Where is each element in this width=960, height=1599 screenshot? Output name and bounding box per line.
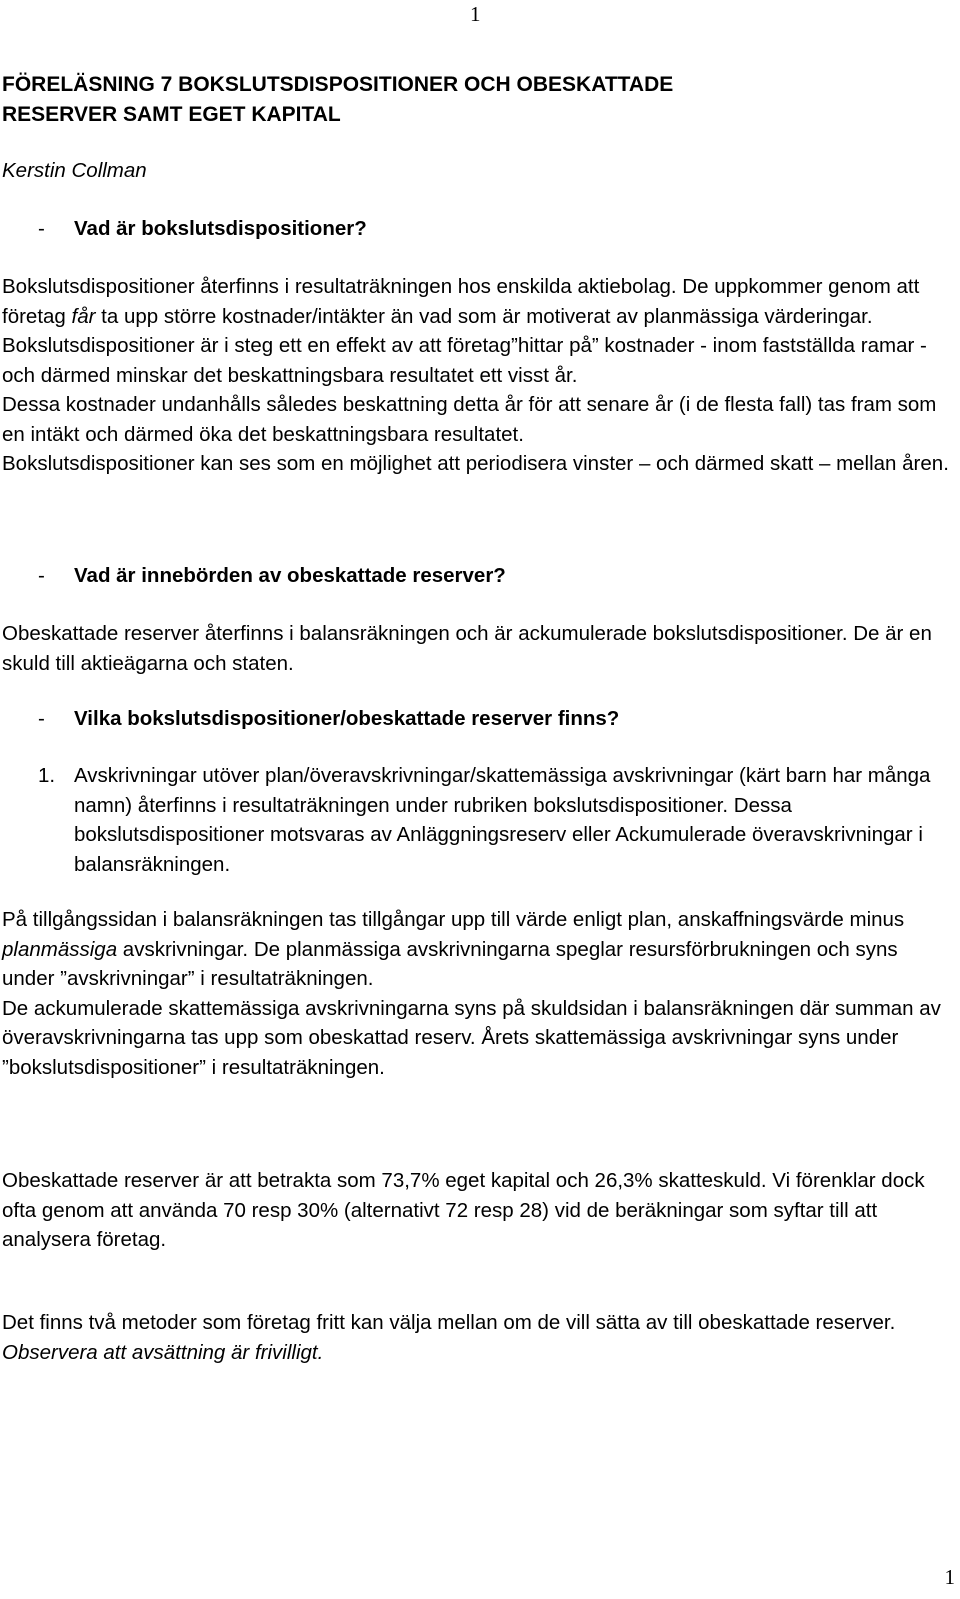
- page-number-bottom: 1: [944, 1565, 955, 1589]
- text-span: På tillgångssidan i balansräkningen tas tillgångar upp till värde enligt plan, anskaffningsvärde minus: [2, 908, 905, 931]
- paragraph-text: Bokslutsdispositioner kan ses som en möjlighet att periodisera vinster – och därmed skatt – mellan åren.: [2, 452, 949, 475]
- list-item-number: 1.: [38, 764, 56, 787]
- document-title: [2, 70, 952, 130]
- list-item: [2, 761, 952, 879]
- text-span: Bokslutsdispositioner återfinns i resultaträkningen hos enskilda aktiebolag. De uppkommer genom att företag: [2, 275, 920, 328]
- question-text: Vilka bokslutsdispositioner/obeskattade reserver finns?: [74, 707, 620, 730]
- paragraph-4: Obeskattade reserver är att betrakta som 73,7% eget kapital och 26,3% skatteskuld. Vi förenklar dock ofta genom att använda 70 resp 30% (alternativt 72 resp 28) vid de beräkningar som syftar till att analysera företag.: [2, 1169, 925, 1251]
- text-span: ta upp större kostnader/intäkter än vad som är motiverat av planmässiga värderingar.: [95, 304, 873, 328]
- paragraph-text: [2, 905, 952, 994]
- numbered-list: [2, 761, 952, 879]
- dash-marker: -: [38, 707, 45, 730]
- question-text: Vad är bokslutsdispositioner?: [74, 217, 367, 240]
- emphasis-text: planmässiga: [2, 937, 118, 961]
- emphasis-text: Observera att avsättning är frivilligt.: [2, 1340, 324, 1364]
- list-item-text: Avskrivningar utöver plan/överavskrivningar/skattemässiga avskrivningar (kärt barn har många namn) återfinns i resultaträkningen under rubriken bokslutsdispositioner. Dessa bokslutsdispositioner motsvaras av Anläggningsreserv eller Ackumulerade överavskrivningar i balansräkningen.: [74, 764, 931, 876]
- title-line-2: RESERVER SAMT EGET KAPITAL: [2, 103, 341, 126]
- paragraph-1: [2, 272, 952, 479]
- question-heading-3: [2, 704, 952, 734]
- paragraph-2: Obeskattade reserver återfinns i balansräkningen och är ackumulerade bokslutsdispositioner. De är en skuld till aktieägarna och staten.: [2, 622, 932, 675]
- dash-marker: -: [38, 564, 45, 587]
- dash-marker: -: [38, 217, 45, 240]
- question-text: Vad är innebörden av obeskattade reserver?: [74, 564, 506, 587]
- emphasis-text: får: [71, 304, 96, 328]
- title-line-1: FÖRELÄSNING 7 BOKSLUTSDISPOSITIONER OCH OBESKATTADE: [2, 73, 674, 96]
- paragraph-3: [2, 905, 952, 1082]
- question-heading-1: [2, 214, 952, 244]
- text-span: avskrivningar. De planmässiga avskrivningarna speglar resursförbrukningen och syns under ”avskrivningar” i resultaträkningen.: [2, 937, 898, 990]
- page-number-top: 1: [470, 2, 481, 26]
- question-heading-2: [2, 561, 952, 591]
- author-name: Kerstin Collman: [2, 159, 147, 182]
- paragraph-text: De ackumulerade skattemässiga avskrivningarna syns på skuldsidan i balansräkningen där summan av överavskrivningarna tas upp som obeskattad reserv. Årets skattemässiga avskrivningar syns under ”bokslutsdispositioner” i resultaträkningen.: [2, 996, 941, 1079]
- paragraph-text: Bokslutsdispositioner är i steg ett en effekt av att företag”hittar på” kostnader - inom fastställda ramar - och därmed minskar det beskattningsbara resultatet ett visst år.: [2, 334, 927, 387]
- paragraph-5: [2, 1308, 952, 1367]
- text-span: Det finns två metoder som företag fritt kan välja mellan om de vill sätta av till obeskattade reserver.: [2, 1311, 896, 1334]
- paragraph-text: [2, 272, 952, 331]
- paragraph-text: Dessa kostnader undanhålls således beskattning detta år för att senare år (i de flesta fall) tas fram som en intäkt och därmed öka det beskattningsbara resultatet.: [2, 393, 937, 446]
